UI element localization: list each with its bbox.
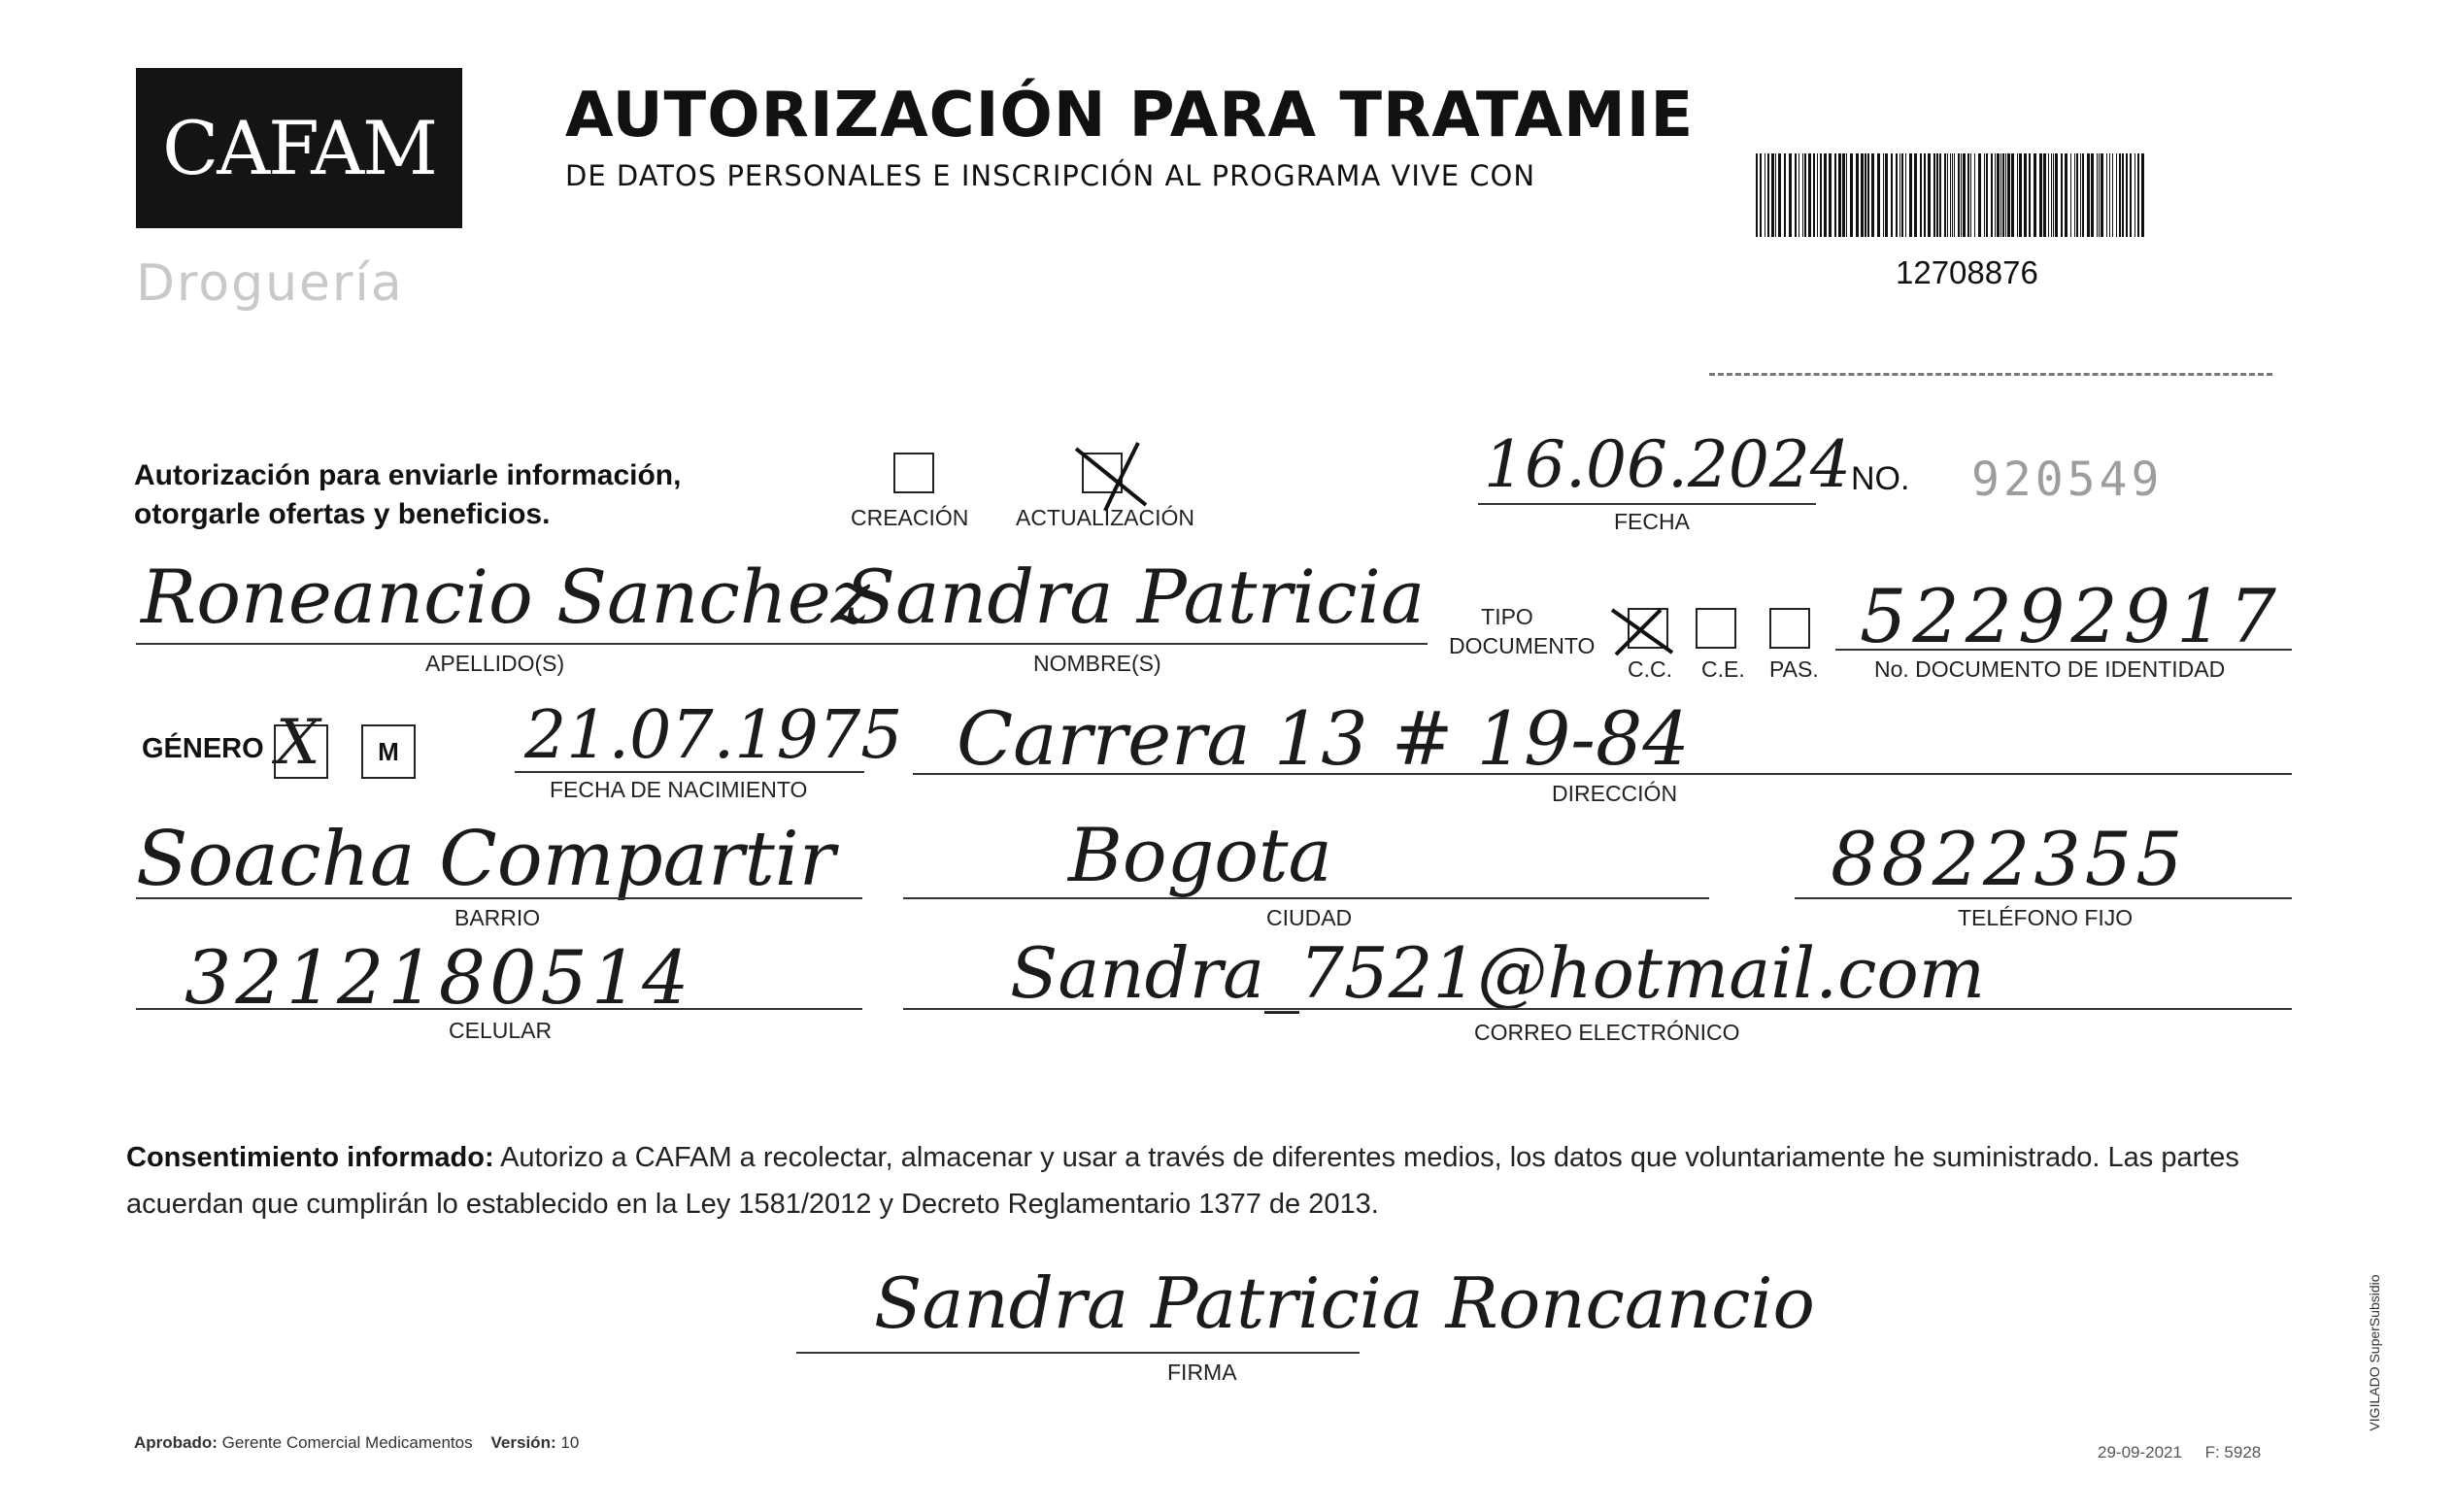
- direccion-label: DIRECCIÓN: [1552, 781, 1678, 806]
- cc-check-mark: [1602, 602, 1680, 660]
- cafam-logo: [136, 68, 462, 228]
- authorization-line-2: otorgarle ofertas y beneficios.: [134, 498, 551, 530]
- aprobado-label: Aprobado:: [134, 1433, 218, 1452]
- signature-value: Sandra Patricia Roncancio: [874, 1262, 1815, 1344]
- authorization-text: [134, 456, 681, 534]
- barrio-value: Soacha Compartir: [136, 816, 836, 903]
- no-label: NO.: [1851, 460, 1910, 497]
- ce-label: C.E.: [1701, 656, 1745, 682]
- genero-label: GÉNERO: [142, 733, 264, 764]
- nacimiento-line: [515, 771, 864, 773]
- barrio-label: BARRIO: [454, 905, 541, 930]
- telefono-value: 8822355: [1831, 816, 2187, 902]
- correo-label: CORREO ELECTRÓNICO: [1474, 1020, 1740, 1045]
- telefono-line: [1795, 897, 2292, 899]
- vigilado-text: VIGILADO SuperSubsidio: [2367, 1274, 2382, 1431]
- correo-line: [903, 1008, 2292, 1010]
- ciudad-line: [903, 897, 1709, 899]
- aprobado-value: Gerente Comercial Medicamentos: [221, 1433, 473, 1452]
- fecha-value: 16.06.2024: [1484, 427, 1851, 502]
- apellidos-nombres-line: [136, 643, 1428, 645]
- form-subtitle: DE DATOS PERSONALES E INSCRIPCIÓN AL PROGRAMA VIVE CON: [565, 159, 1536, 192]
- genero-f-mark: X: [276, 707, 320, 779]
- genero-m-checkbox[interactable]: M: [361, 724, 416, 779]
- direccion-line: [913, 773, 2292, 775]
- drogueria-watermark: Droguería: [136, 254, 404, 313]
- direccion-value: Carrera 13 # 19-84: [957, 695, 1690, 782]
- signature-label: FIRMA: [1167, 1360, 1237, 1385]
- ce-checkbox[interactable]: [1696, 608, 1736, 649]
- documento-value: 52292917: [1860, 573, 2282, 659]
- footer-date: 29-09-2021: [2098, 1443, 2182, 1462]
- signature-line: [796, 1352, 1360, 1354]
- ciudad-value: Bogota: [1068, 812, 1332, 898]
- barcode: [1756, 153, 2149, 237]
- actualizacion-label: ACTUALIZACIÓN: [1016, 505, 1195, 530]
- tipo-documento-label: TIPO DOCUMENTO: [1449, 604, 1596, 658]
- documento-line: [1835, 649, 2292, 651]
- folio-number: 920549: [1971, 453, 2164, 507]
- telefono-label: TELÉFONO FIJO: [1958, 905, 2134, 930]
- logo-text: CAFAM: [162, 105, 436, 191]
- consent-body: Autorizo a CAFAM a recolectar, almacenar y usar a través de diferentes medios, los datos que voluntariamente he suministrado. Las partes acuerdan que cumplirán lo establecido en la Ley 1581/2012 y Decreto Reglamentario 1377 de 2013.: [126, 1142, 2239, 1220]
- authorization-line-1: Autorización para enviarle información,: [134, 459, 682, 491]
- nacimiento-value: 21.07.1975: [524, 697, 903, 774]
- pas-label: PAS.: [1769, 656, 1819, 682]
- barcode-number: 12708876: [1896, 254, 2038, 290]
- vigilado-seal: [2360, 1253, 2389, 1466]
- consent-heading: Consentimiento informado:: [126, 1142, 494, 1173]
- pas-checkbox[interactable]: [1769, 608, 1810, 649]
- documento-label: No. DOCUMENTO DE IDENTIDAD: [1874, 656, 2226, 682]
- celular-value: 3212180514: [185, 934, 693, 1021]
- nacimiento-label: FECHA DE NACIMIENTO: [550, 777, 808, 802]
- footer-form-code: F: 5928: [2204, 1443, 2262, 1462]
- dashed-divider: [1709, 373, 2272, 376]
- nombres-value: Sandra Patricia: [845, 554, 1426, 640]
- nombres-label: NOMBRE(S): [1033, 651, 1161, 676]
- apellidos-value: Roneancio Sanchez: [141, 554, 870, 640]
- barrio-line: [136, 897, 862, 899]
- ciudad-label: CIUDAD: [1266, 905, 1353, 930]
- fecha-line: [1478, 503, 1816, 505]
- form-title: AUTORIZACIÓN PARA TRATAMIE: [565, 80, 1695, 151]
- version-label: Versión:: [490, 1433, 556, 1452]
- footer-code: [2098, 1443, 2261, 1462]
- footer-approval: [134, 1433, 579, 1453]
- celular-line: [136, 1008, 862, 1010]
- fecha-label: FECHA: [1614, 509, 1690, 534]
- consent-paragraph: [126, 1134, 2302, 1227]
- version-value: 10: [560, 1433, 580, 1452]
- creacion-checkbox[interactable]: [893, 453, 934, 493]
- correo-value: Sandra_7521@hotmail.com: [1010, 932, 1986, 1014]
- apellidos-label: APELLIDO(S): [425, 651, 565, 676]
- cc-label: C.C.: [1628, 656, 1672, 682]
- celular-label: CELULAR: [449, 1018, 553, 1043]
- actualizacion-check-mark: [1068, 437, 1156, 515]
- creacion-label: CREACIÓN: [851, 505, 969, 530]
